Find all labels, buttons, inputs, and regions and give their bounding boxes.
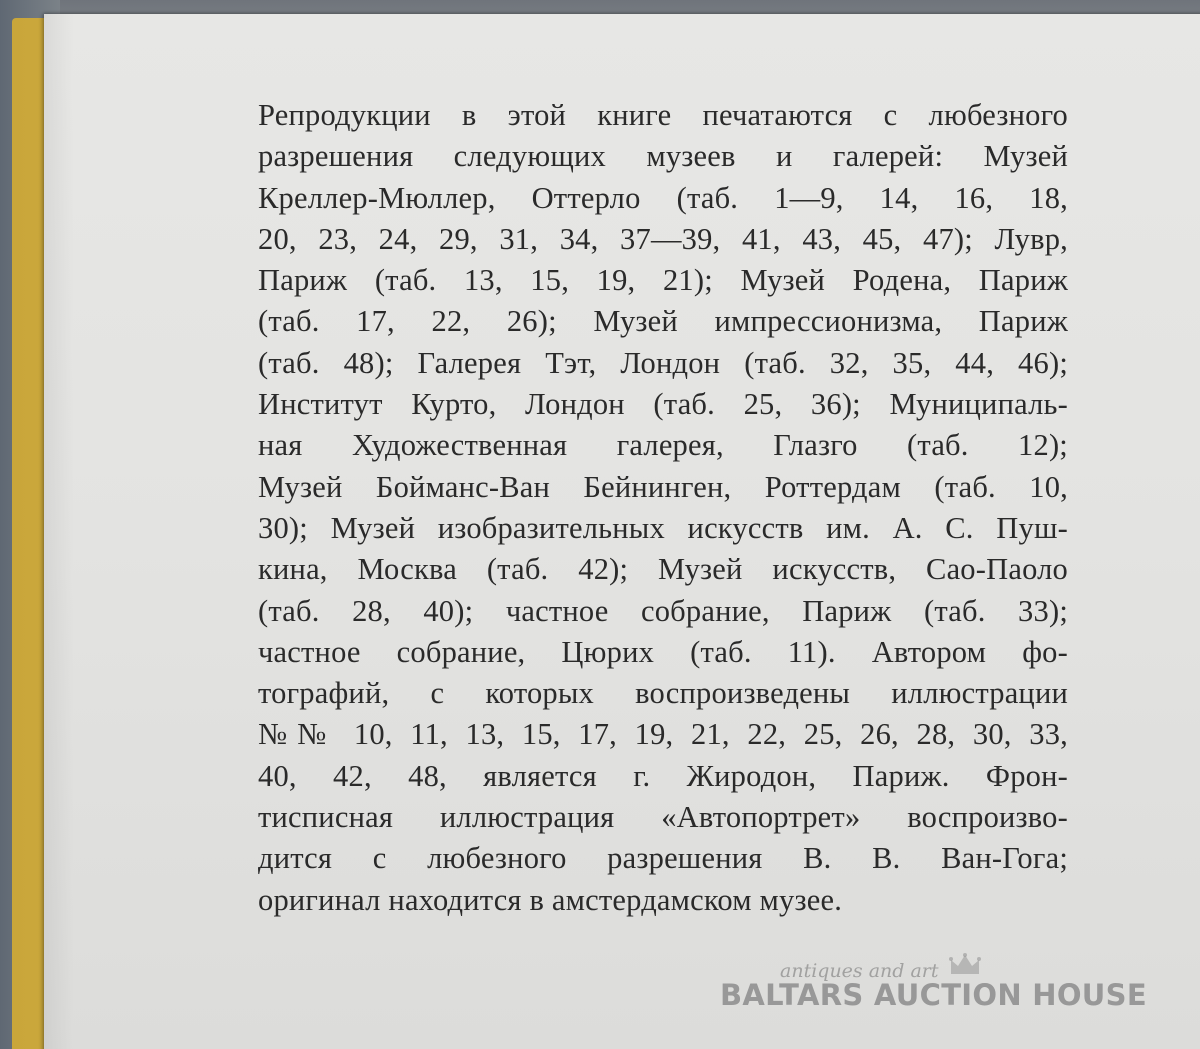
text-line: (таб. 28, 40); частное собрание, Париж (таб. 33); bbox=[258, 593, 1068, 628]
text-line: кина, Москва (таб. 42); Музей искусств, Сао-Паоло bbox=[258, 552, 1068, 587]
page-edge-shadow bbox=[44, 14, 74, 1049]
text-line: тографий, с которых воспроизведены иллюстрации bbox=[258, 676, 1068, 711]
crown-icon bbox=[948, 952, 982, 978]
text-line: Париж (таб. 13, 15, 19, 21); Музей Родена, Париж bbox=[258, 263, 1068, 298]
text-line: №№ 10, 11, 13, 15, 17, 19, 21, 22, 25, 26, 28, 30, 33, bbox=[258, 717, 1068, 752]
credits-paragraph bbox=[258, 95, 1068, 921]
text-line: Институт Курто, Лондон (таб. 25, 36); Муниципаль- bbox=[258, 387, 1068, 422]
text-line: тисписная иллюстрация «Автопортрет» воспроизво- bbox=[258, 800, 1068, 835]
text-line: Креллер-Мюллер, Оттерло (таб. 1—9, 14, 16, 18, bbox=[258, 180, 1068, 215]
text-line: ная Художественная галерея, Глазго (таб. 12); bbox=[258, 428, 1068, 463]
text-line: разрешения следующих музеев и галерей: Музей bbox=[258, 139, 1068, 174]
text-line: (таб. 17, 22, 26); Музей импрессионизма, Париж bbox=[258, 304, 1068, 339]
text-line: Музей Бойманс-Ван Бейнинген, Роттердам (таб. 10, bbox=[258, 469, 1068, 504]
watermark-tagline: antiques and art bbox=[780, 960, 939, 982]
text-line: Репродукции в этой книге печатаются с любезного bbox=[258, 98, 1068, 132]
text-line: 40, 42, 48, является г. Жиродон, Париж. Фрон- bbox=[258, 758, 1068, 793]
text-line: (таб. 48); Галерея Тэт, Лондон (таб. 32, 35, 44, 46); bbox=[258, 345, 1068, 380]
text-line: частное собрание, Цюрих (таб. 11). Автором фо- bbox=[258, 634, 1068, 669]
text-line: 30); Музей изобразительных искусств им. А. С. Пуш- bbox=[258, 510, 1068, 545]
text-line: 20, 23, 24, 29, 31, 34, 37—39, 41, 43, 45, 47); Лувр, bbox=[258, 221, 1068, 256]
watermark-name: BALTARS AUCTION HOUSE bbox=[720, 978, 1147, 1012]
text-line: дится с любезного разрешения В. В. Ван-Гога; bbox=[258, 841, 1068, 876]
text-line: оригинал находится в амстердамском музее. bbox=[258, 882, 843, 917]
watermark bbox=[720, 960, 1147, 1020]
